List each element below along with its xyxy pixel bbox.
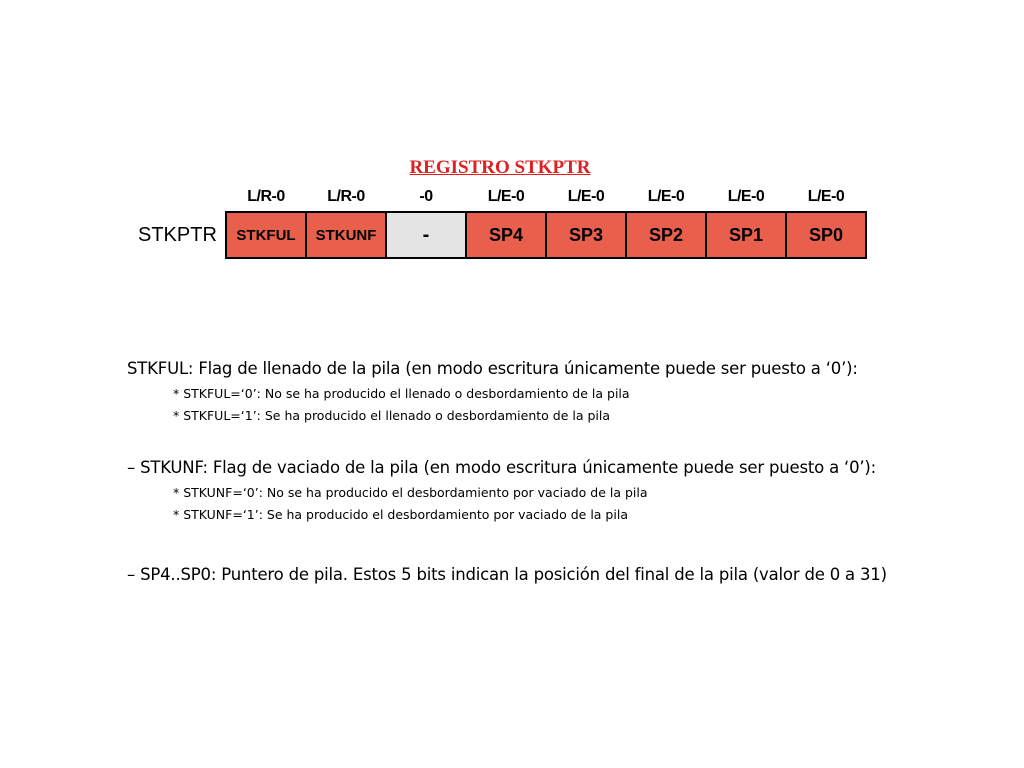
access-bit-1: L/E-0 [727, 188, 765, 205]
stkunf-main-text: – STKUNF: Flag de vaciado de la pila (en modo escritura únicamente puede ser puesto a ‘0’): [127, 458, 877, 477]
bit-sp0: SP0 [787, 213, 865, 257]
access-bit-6: L/R-0 [327, 188, 365, 205]
register-title: REGISTRO STKPTR [409, 157, 591, 178]
access-bit-0: L/E-0 [807, 188, 845, 205]
register-name: STKPTR [138, 224, 217, 246]
access-bit-5: -0 [419, 188, 433, 205]
stkunf-sub-1: * STKUNF=‘1’: Se ha producido el desbordamiento por vaciado de la pila [173, 507, 628, 522]
access-bit-7: L/R-0 [247, 188, 285, 205]
bit-unused: - [387, 213, 467, 257]
bit-sp1: SP1 [707, 213, 787, 257]
sp-main-text: – SP4..SP0: Puntero de pila. Estos 5 bits indican la posición del final de la pila (valor de 0 a 31) [127, 565, 887, 584]
bit-sp2: SP2 [627, 213, 707, 257]
access-bit-2: L/E-0 [647, 188, 685, 205]
access-row [226, 186, 866, 208]
stkful-main-text: STKFUL: Flag de llenado de la pila (en modo escritura únicamente puede ser puesto a ‘0’): [127, 359, 858, 378]
access-bit-4: L/E-0 [487, 188, 525, 205]
register-bits [225, 211, 867, 259]
sp-description [127, 564, 887, 586]
stkful-sub-1: * STKFUL=‘1’: Se ha producido el llenado o desbordamiento de la pila [173, 408, 611, 423]
bit-sp4: SP4 [467, 213, 547, 257]
stkful-sub-0: * STKFUL=‘0’: No se ha producido el llenado o desbordamiento de la pila [173, 386, 630, 401]
bit-stkful: STKFUL [227, 213, 307, 257]
bit-sp3: SP3 [547, 213, 627, 257]
stkunf-description [127, 457, 876, 525]
stkunf-sub-0: * STKUNF=‘0’: No se ha producido el desbordamiento por vaciado de la pila [173, 485, 648, 500]
access-bit-3: L/E-0 [567, 188, 605, 205]
bit-stkunf: STKUNF [307, 213, 387, 257]
stkful-description [127, 358, 858, 426]
